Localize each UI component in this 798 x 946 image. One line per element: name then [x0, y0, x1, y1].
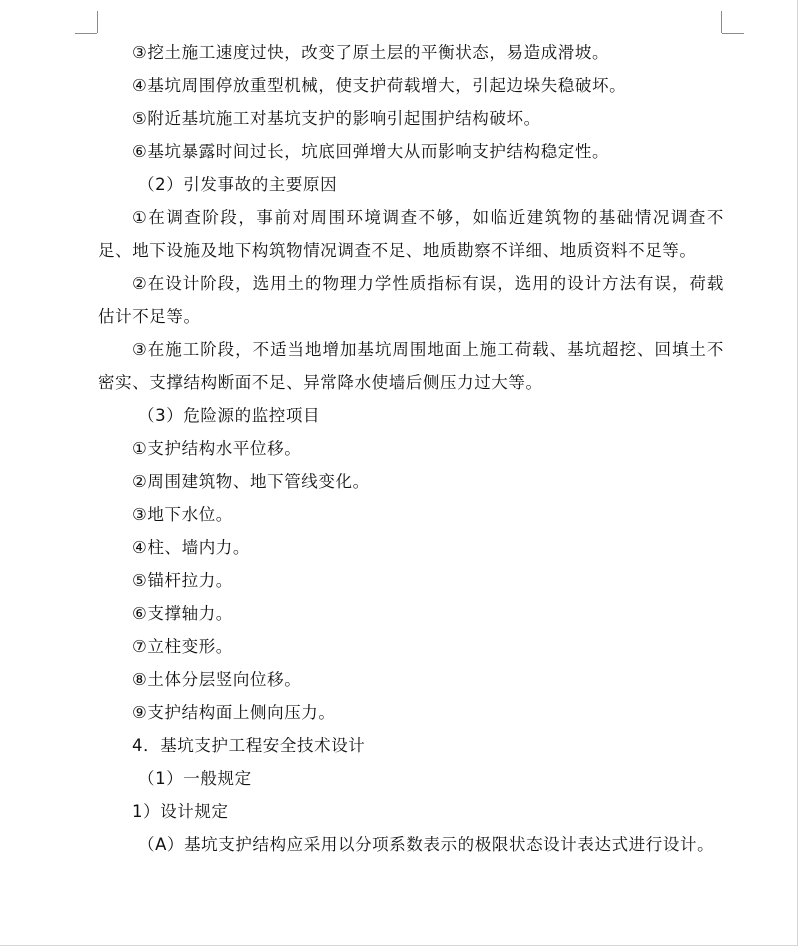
list-item: ③地下水位。 — [132, 505, 233, 524]
list-item: ④柱、墙内力。 — [132, 538, 250, 557]
paragraph: ③挖土施工速度过快，改变了原土层的平衡状态，易造成滑坡。 — [132, 43, 610, 62]
section-heading: （2）引发事故的主要原因 — [138, 175, 338, 194]
crop-mark-top-right — [721, 11, 722, 33]
paragraph: ②在设计阶段，选用土的物理力学性质指标有误，选用的设计方法有误，荷载估计不足等。 — [98, 274, 724, 326]
subsection-heading: （1）一般规定 — [138, 769, 252, 788]
paragraph: ④基坑周围停放重型机械，使支护荷载增大，引起边垛失稳破坏。 — [132, 76, 627, 95]
paragraph: ③在施工阶段，不适当地增加基坑周围地面上施工荷载、基坑超挖、回填土不密实、支撑结构断面不足、异常降水使墙后侧压力过大等。 — [98, 340, 724, 392]
paragraph: ⑥基坑暴露时间过长，坑底回弹增大从而影响支护结构稳定性。 — [132, 142, 610, 161]
list-item: ②周围建筑物、地下管线变化。 — [132, 472, 370, 491]
list-item: ⑥支撑轴力。 — [132, 604, 233, 623]
list-item: ①支护结构水平位移。 — [132, 439, 302, 458]
list-item: ⑤锚杆拉力。 — [132, 571, 233, 590]
crop-mark-top-left — [97, 11, 98, 33]
crop-mark-top-right — [722, 33, 744, 34]
crop-mark-top-left — [75, 33, 97, 34]
list-item: ⑦立柱变形。 — [132, 637, 233, 656]
paragraph: ①在调查阶段，事前对周围环境调查不够，如临近建筑物的基础情况调查不足、地下设施及地下构筑物情况调查不足、地质勘察不详细、地质资料不足等。 — [98, 208, 724, 260]
subsection-heading: 1）设计规定 — [132, 802, 229, 821]
list-item: ⑨支护结构面上侧向压力。 — [132, 703, 336, 722]
document-body — [98, 36, 724, 861]
paragraph: ⑤附近基坑施工对基坑支护的影响引起围护结构破坏。 — [132, 109, 541, 128]
list-item: ⑧土体分层竖向位移。 — [132, 670, 302, 689]
section-heading: （3）危险源的监控项目 — [138, 406, 321, 425]
section-heading: 4．基坑支护工程安全技术设计 — [132, 736, 366, 755]
paragraph: （A）基坑支护结构应采用以分项系数表示的极限状态设计表达式进行设计。 — [138, 835, 715, 854]
